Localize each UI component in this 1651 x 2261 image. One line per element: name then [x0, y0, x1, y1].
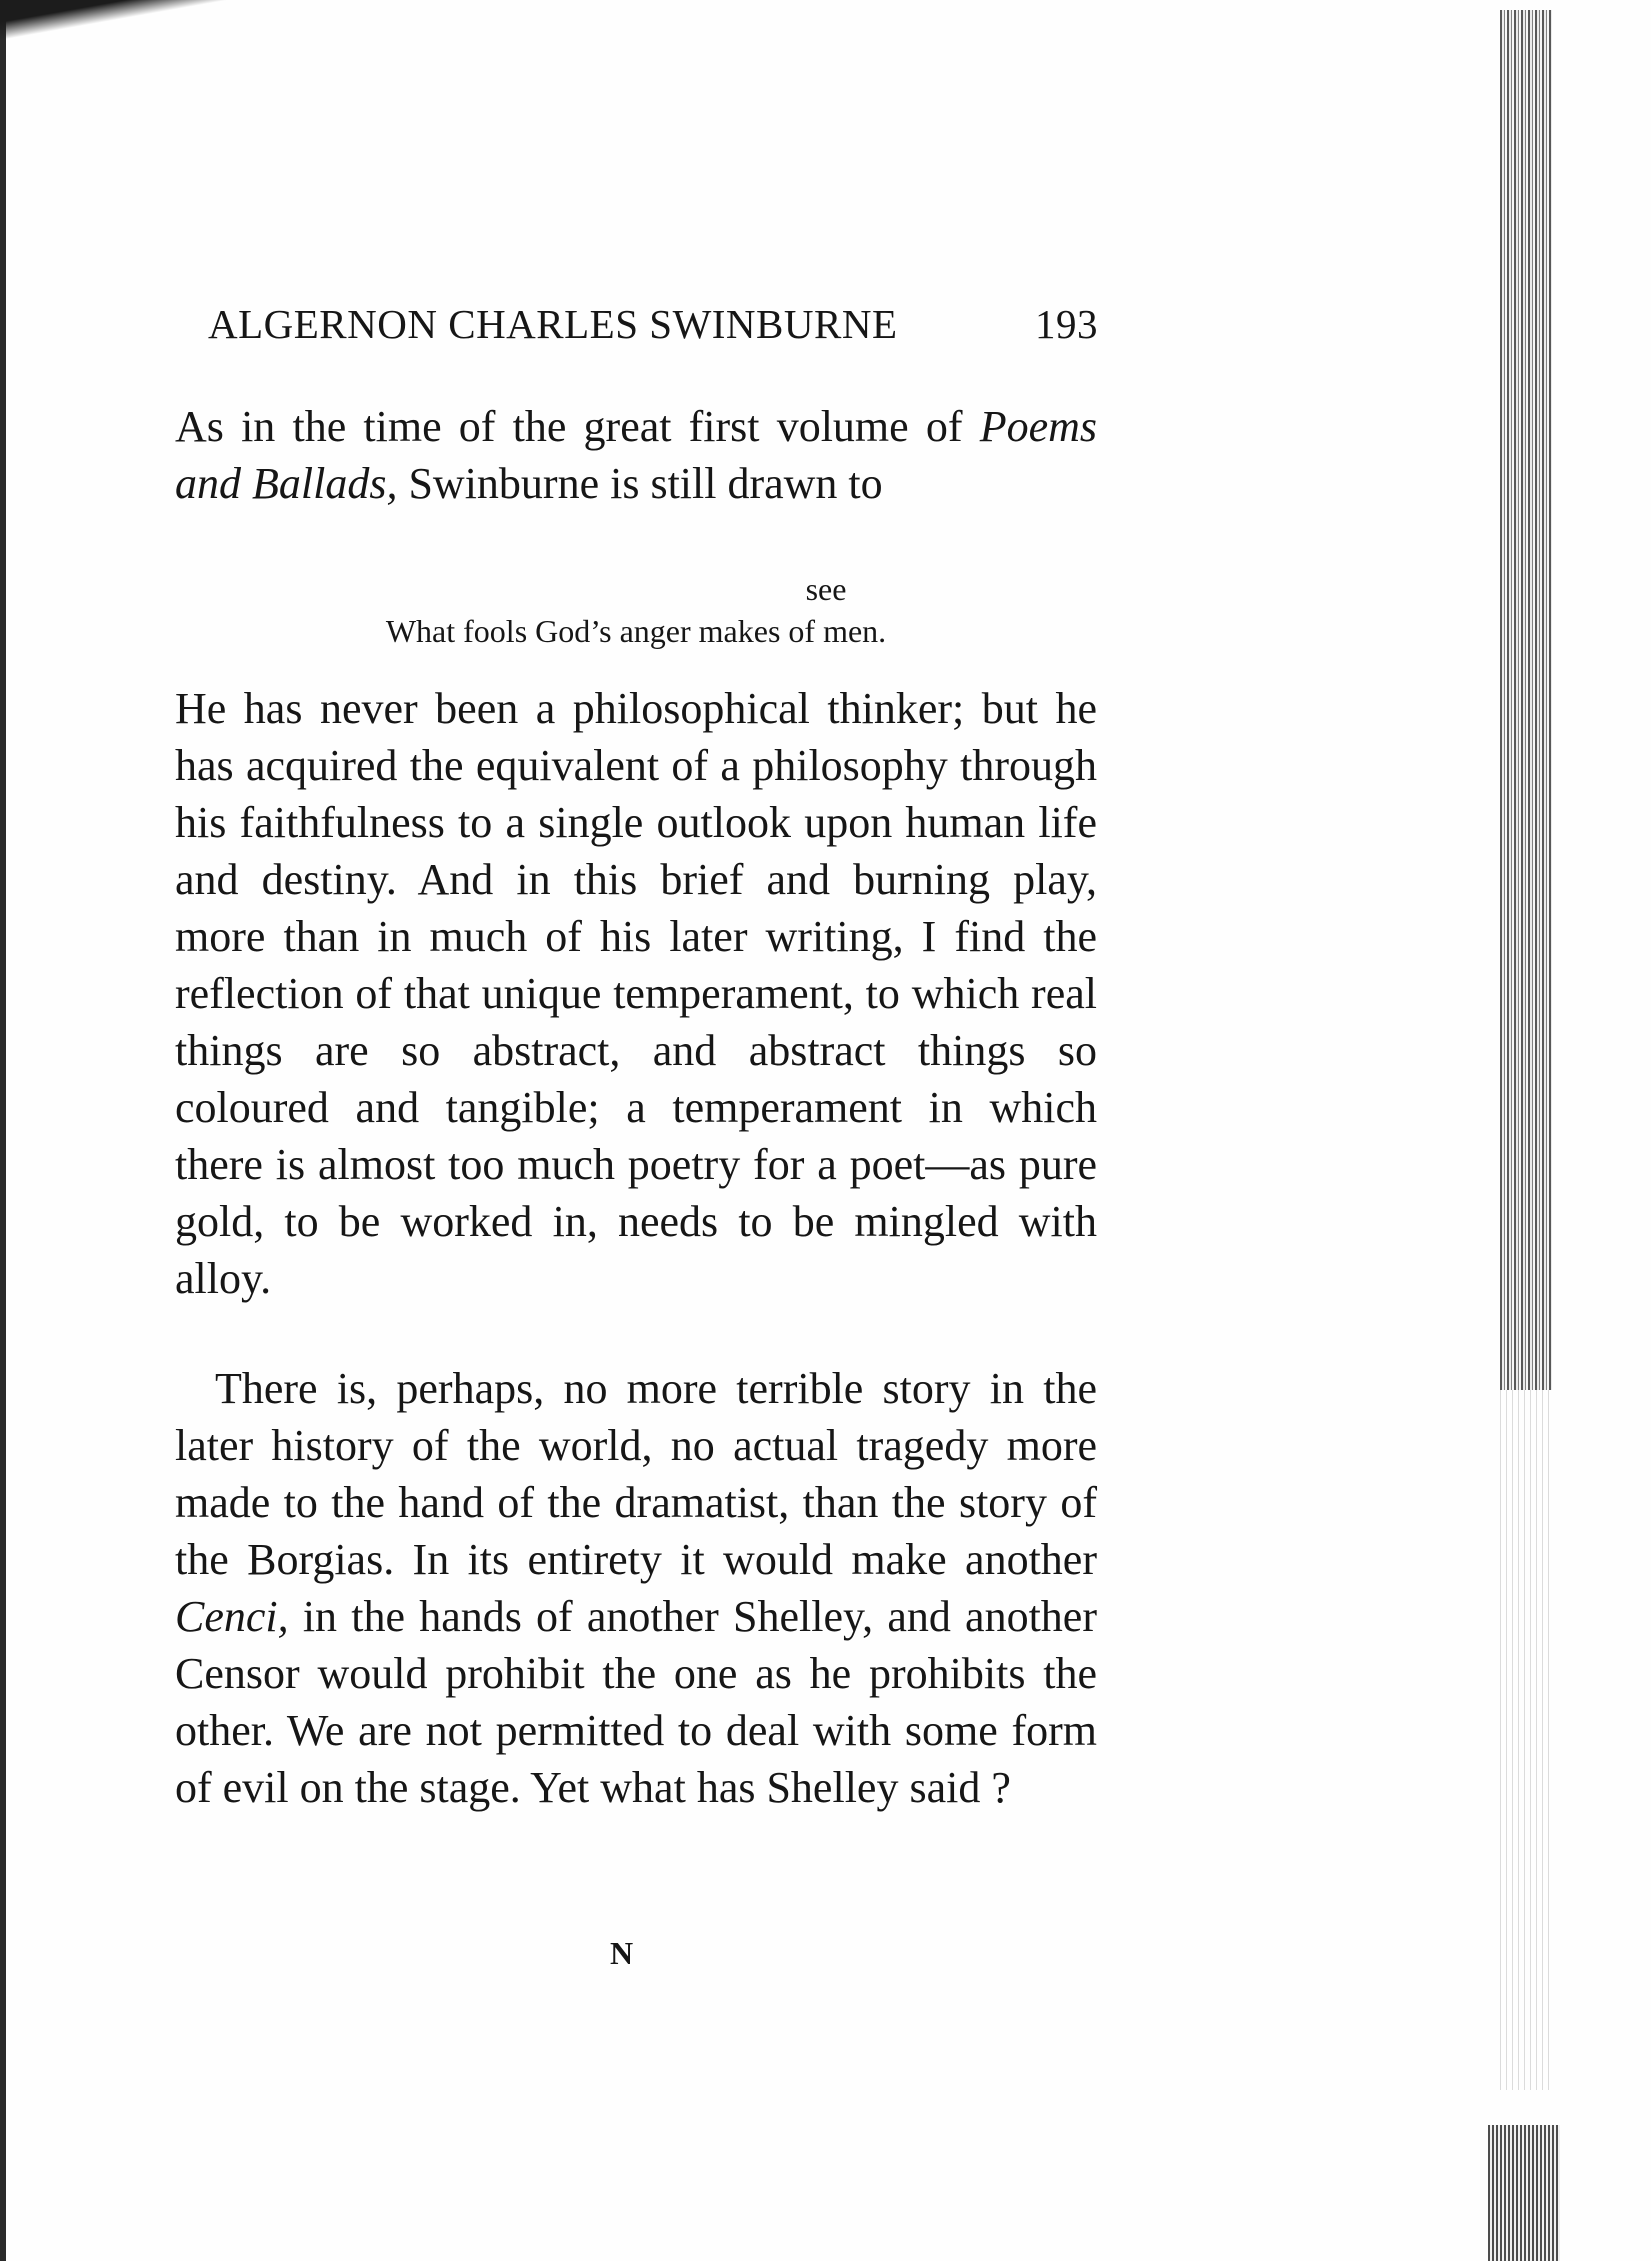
verse-quote-line-1: see — [805, 571, 847, 607]
paragraph-3 — [175, 1360, 1097, 1816]
scan-binding-stripes — [1500, 10, 1552, 1390]
paragraph-3-text-before: There is, perhaps, no more terrible story in the later history of the world, no actual tragedy more made to the hand of the dramatist, than the story of the Borgias. In its entirety it would make another — [175, 1364, 1097, 1584]
running-title: ALGERNON CHARLES SWINBURNE — [208, 301, 898, 347]
scan-left-edge-shadow — [0, 0, 6, 2261]
paragraph-1-text-after: Swinburne is still drawn to — [397, 459, 883, 508]
paragraph-1-text-before: As in the time of the great first volume of — [175, 402, 980, 451]
scan-binding-fade — [1500, 1390, 1552, 2090]
page-number: 193 — [1035, 301, 1098, 347]
work-title-italic: Poems and Ballads, — [175, 402, 1097, 508]
running-header — [208, 300, 1098, 348]
paragraph-2: He has never been a philosophical thinker; but he has acquired the equivalent of a philosophy through his faithfulness to a single outlook upon human life and destiny. And in this brief and burning play, more than in much of his later writing, I find the reflection of that unique temperament, to which real things are so abstract, and abstract things so coloured and tangible; a temperament in which there is almost too much poetry for a poet—as pure gold, to be worked in, needs to be mingled with alloy. — [175, 684, 1097, 1303]
paragraph-1 — [175, 398, 1097, 512]
printer-signature-mark: N — [610, 1935, 634, 1971]
cenci-italic: Cenci, — [175, 1592, 289, 1641]
scan-binding-bottom — [1488, 2125, 1560, 2261]
verse-quote-line-2: What fools God’s anger makes of men. — [385, 613, 887, 649]
scan-corner-shadow — [0, 0, 230, 60]
paragraph-3-text-after: in the hands of another Shelley, and another Censor would prohibit the one as he prohibits the other. We are not permitted to deal with some form of evil on the stage. Yet what has Shelley said ? — [175, 1592, 1097, 1812]
